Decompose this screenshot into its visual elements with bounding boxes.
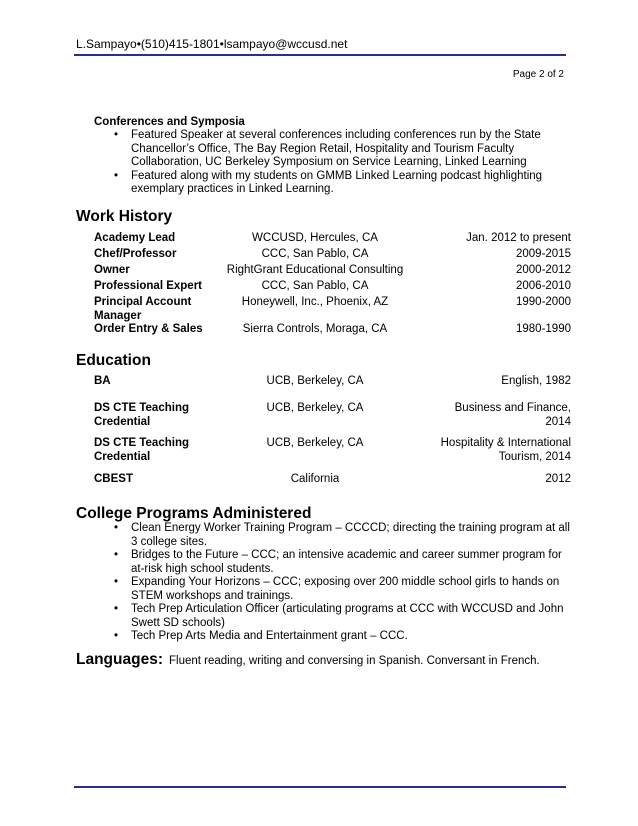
languages-line xyxy=(76,651,540,669)
work-place: WCCUSD, Hercules, CA xyxy=(252,232,378,244)
conferences-list xyxy=(112,129,572,197)
education-detail: Business and Finance, 2014 xyxy=(454,402,571,428)
education-degree: CBEST xyxy=(94,473,133,485)
languages-text: Fluent reading, writing and conversing in Spanish. Conversant in French. xyxy=(168,655,540,667)
list-item: • Tech Prep Articulation Officer (articulating programs at CCC with WCCUSD and John Swett SD schools) xyxy=(112,603,572,630)
work-role: Chef/Professor xyxy=(94,248,177,260)
work-role: Principal Account Manager xyxy=(94,296,192,322)
list-item: • Expanding Your Horizons – CCC; exposing over 200 middle school girls to hands on STEM workshops and trainings. xyxy=(112,576,572,603)
education-detail: 2012 xyxy=(545,473,571,485)
footer-rule xyxy=(74,786,566,788)
programs-heading: College Programs Administered xyxy=(76,505,312,522)
contact-header: L.Sampayo•(510)415-1801•lsampayo@wccusd.net xyxy=(76,37,348,51)
education-place: UCB, Berkeley, CA xyxy=(266,437,364,449)
work-dates: 2009-2015 xyxy=(516,248,571,260)
list-item: • Featured along with my students on GMMB Linked Learning podcast highlighting exemplary practices in Linked Learning. xyxy=(112,170,572,197)
education-degree: DS CTE Teaching Credential xyxy=(94,402,189,428)
education-place: UCB, Berkeley, CA xyxy=(266,402,364,414)
list-item: • Tech Prep Arts Media and Entertainment grant – CCC. xyxy=(112,630,572,644)
education-degree: BA xyxy=(94,375,111,387)
work-place: Honeywell, Inc., Phoenix, AZ xyxy=(241,296,389,308)
work-history-heading: Work History xyxy=(76,208,173,225)
education-degree: DS CTE Teaching Credential xyxy=(94,437,189,463)
work-dates: Jan. 2012 to present xyxy=(466,232,571,244)
list-item: • Bridges to the Future – CCC; an intensive academic and career summer program for at-risk high school students. xyxy=(112,549,572,576)
list-item: • Clean Energy Worker Training Program – CCCCD; directing the training program at all 3 college sites. xyxy=(112,522,572,549)
work-place: CCC, San Pablo, CA xyxy=(261,280,369,292)
list-item: • Featured Speaker at several conferences including conferences run by the State Chancellor’s Office, The Bay Region Retail, Hospitality and Tourism Faculty Collaboration, UC Berkeley Symposium on Service Learning, Linked Learning xyxy=(112,129,572,170)
work-place: RightGrant Educational Consulting xyxy=(226,264,404,276)
education-detail: Hospitality & International Tourism, 2014 xyxy=(440,437,571,463)
education-place: California xyxy=(290,473,340,485)
work-place: CCC, San Pablo, CA xyxy=(261,248,369,260)
education-detail: English, 1982 xyxy=(501,375,571,387)
programs-list xyxy=(112,522,572,644)
page-number: Page 2 of 2 xyxy=(512,69,564,80)
header-rule xyxy=(74,54,566,56)
work-role: Owner xyxy=(94,264,130,276)
work-role: Professional Expert xyxy=(94,280,203,292)
work-dates: 2006-2010 xyxy=(516,280,571,292)
work-place: Sierra Controls, Moraga, CA xyxy=(242,323,388,335)
education-place: UCB, Berkeley, CA xyxy=(266,375,364,387)
languages-heading: Languages: xyxy=(76,651,163,668)
work-dates: 2000-2012 xyxy=(516,264,571,276)
conferences-title: Conferences and Symposia xyxy=(94,116,245,128)
work-dates: 1990-2000 xyxy=(516,296,571,308)
work-dates: 1980-1990 xyxy=(516,323,571,335)
work-role: Order Entry & Sales xyxy=(94,323,203,335)
work-role: Academy Lead xyxy=(94,232,176,244)
education-heading: Education xyxy=(76,352,151,369)
